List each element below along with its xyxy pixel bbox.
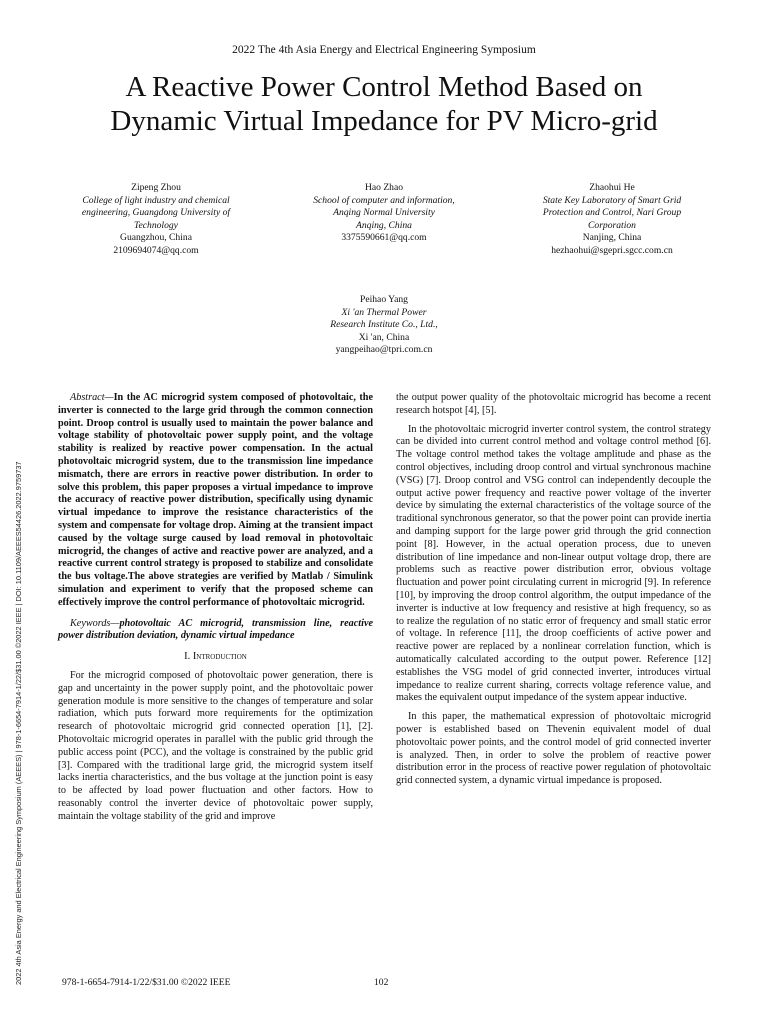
sidebar-doi-text: 2022 4th Asia Energy and Electrical Engineering Symposium (AEEES) | 978-1-6654-7914-1/22/$31.00 ©2022 IEEE | DOI: 10.1109/AEEES54426.2022.9759737: [14, 461, 23, 985]
section-heading-introduction: [58, 651, 373, 664]
author-block-4: [286, 294, 482, 357]
author-affiliation: College of light industry and chemical: [82, 194, 230, 206]
keywords-lead: Keywords—: [70, 617, 120, 629]
author-affiliation: Research Institute Co., Ltd.,: [330, 319, 438, 330]
paper-title: [40, 70, 728, 138]
intro-paragraph-3: In this paper, the mathematical expression of photovoltaic microgrid power is established based on Thevenin equivalent model of dual photovoltaic power points, and the control model of grid connected inverter is analyzed. Then, in order to solve the problem of reactive power distribution error in the process of reactive power regulation of photovoltaic grid connected system, a dynamic virtual impedance is proposed.: [396, 711, 711, 787]
author-block-1: [58, 182, 254, 257]
page-number: 102: [374, 977, 389, 988]
section-title: Introduction: [192, 651, 247, 663]
conference-header: 2022 The 4th Asia Energy and Electrical Engineering Symposium: [232, 44, 536, 56]
author-affiliation: engineering, Guangdong University of: [81, 207, 231, 218]
keywords-text: photovoltaic AC microgrid, transmission line, reactive power distribution deviation, dynamic virtual impedance: [58, 617, 373, 642]
abstract: [58, 392, 373, 610]
author-affiliation: State Key Laboratory of Smart Grid: [542, 194, 682, 206]
abstract-lead: Abstract—: [70, 392, 114, 403]
author-email: hezhaohui@sgepri.sgcc.com.cn: [551, 244, 673, 256]
author-affiliation: Protection and Control, Nari Group: [542, 207, 682, 218]
title-line-2: Dynamic Virtual Impedance for PV Micro-grid: [110, 105, 658, 137]
author-affiliation: Anqing Normal University: [333, 207, 435, 218]
author-block-2: [286, 182, 482, 245]
intro-paragraph-continued: the output power quality of the photovoltaic microgrid has become a recent research hotspot [4], [5].: [396, 392, 711, 416]
title-line-1: A Reactive Power Control Method Based on: [125, 71, 643, 103]
author-affiliation: Technology: [134, 219, 178, 231]
author-location: Guangzhou, China: [120, 232, 192, 243]
intro-paragraph-2: In the photovoltaic microgrid inverter control system, the control strategy can be divided into current control method and voltage control method [6]. The voltage control method takes the voltage amplitude and phase as the control objectives, including droop control and virtual synchronous machine (VSG) [7]. Droop control and VSG control can independently decouple the output active power frequency and reactive power voltage of the inverter device by simulating the external characteristics of the voltage source of the traditional synchronous generator, so that the power point can provide inertia and damping support for the large power grid through the grid connection point [8]. However, in the actual operation process, due to uneven distribution of line impedance and non-linear output voltage drop, there are problems such as reactive power distribution error, obvious voltage fluctuation and power point circulating current in microgrid [9]. In reference [10], by improving the droop control algorithm, the output impedance of the inverter is inductive at low frequency and resistive at high frequency, so as to realize the regulation of no static error of frequency and small static error of voltage. In reference [11], the droop coefficients of active power and reactive power are replaced by a nonlinear correlation function, which is automatically calculated according to the output power. Reference [12] establishes the VSG model of grid connected inverter, introduces virtual impedance to realize current sharing, corrects voltage reference value, and makes the equivalent output impedance of the system appear inductive.: [396, 423, 711, 704]
intro-paragraph-1: For the microgrid composed of photovoltaic power generation, there is gap and uncertainty in the power supply point, and the photovoltaic power generation module is more sensitive to the changes of temperature and solar radiation, which puts forward more requirements for the optimization research of photovoltaic microgrid grid connected operation [1], [2]. Photovoltaic microgrid operates in parallel with the public grid through the public access point (PCC), and the voltage is constrained by the public grid [3]. Compared with the traditional large grid, the microgrid system itself lacks inertia characteristics, and the bus voltage at the junction point is easy to be affected by load power fluctuation and other factors. How to reasonably control the inverter device of photovoltaic power supply, maintain the voltage stability of the grid and improve: [58, 669, 373, 822]
author-location: Anqing, China: [356, 219, 412, 231]
author-location: Xi 'an, China: [358, 331, 410, 343]
author-affiliation: Xi 'an Thermal Power: [341, 306, 427, 318]
author-name: Zhaohui He: [589, 182, 635, 193]
author-name: Zipeng Zhou: [131, 182, 181, 193]
author-email: 2109694074@qq.com: [113, 244, 199, 256]
author-email: yangpeihao@tpri.com.cn: [335, 344, 433, 355]
author-block-3: [510, 182, 714, 257]
author-name: Hao Zhao: [364, 182, 404, 193]
author-affiliation: Corporation: [588, 219, 636, 231]
author-email: 3375590661@qq.com: [341, 232, 427, 243]
author-name: Peihao Yang: [360, 294, 408, 305]
abstract-text: In the AC microgrid system composed of photovoltaic, the inverter is connected to the large grid through the common connection point. Droop control is usually used to maintain the power balance and voltage stability of photovoltaic power supply point, and the voltage stability is realized by reactive power compensation. In the actual photovoltaic microgrid system, due to the transmission line impedance mismatch, there are errors in reactive power distribution. In order to solve this problem, this paper proposes a virtual impedance to improve the accuracy of reactive power distribution, specifically using dynamic virtual impedance to improve the resistance characteristics of the system and compensate for voltage drop. Aiming at the transient impact caused by the voltage surge caused by load removal in photovoltaic microgrid, the changes of active and reactive power are analyzed, and a reactive current control strategy is proposed to stabilize and consolidate the bus voltage.The above strategies are verified by Matlab / Simulink simulation and experiment to verify that the proposed scheme can effectively improve the control performance of photovoltaic microgrid.: [58, 392, 373, 608]
section-number: I.: [184, 651, 191, 663]
author-location: Nanjing, China: [582, 232, 642, 243]
author-affiliation: School of computer and information,: [313, 194, 455, 206]
left-column: [58, 392, 373, 824]
footer-isbn: 978-1-6654-7914-1/22/$31.00 ©2022 IEEE: [62, 977, 231, 988]
right-column: [396, 392, 711, 788]
keywords: [58, 618, 373, 644]
